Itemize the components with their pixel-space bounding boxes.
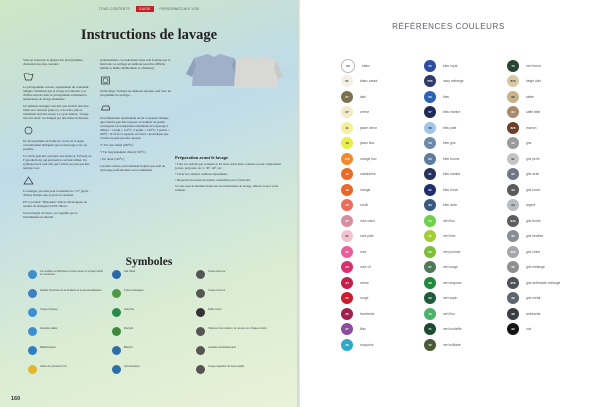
color-name: mandarine: [360, 172, 376, 177]
color-swatch-row: [341, 337, 377, 353]
color-swatch-row: [341, 120, 377, 136]
body-paragraph: Un symbole surligné veut dire que l'article doit être traité avec douceur (plus il y a de traits, plus le traitement doit être doux). Le cycle délicat, "lavage très très doux" est indiqué par une main en dessous.: [23, 104, 89, 120]
symbol-item: [28, 346, 106, 355]
symbol-label: Coupe Homme: [208, 270, 226, 273]
color-swatch-row: [424, 120, 464, 136]
color-name: vert drapeau: [443, 280, 462, 285]
color-name: bleu foncé: [443, 187, 459, 192]
color-swatch-row: [424, 182, 464, 198]
color-name: vert forest: [526, 63, 541, 68]
body-paragraph: Une illustration représentant un fer à repasser indique que l'article peut être repassé. Le nombre de points correspond à la température maximale de repassage à utiliser : 1 point = 110°C, 2 points = 150°C, 3 points = 200°C. Si un fer à repasser est barré, cela indique que l'article ne peut pas être repassé.: [100, 116, 170, 140]
symbol-label: Anti-bactérien: [124, 365, 141, 368]
color-swatch-row: [424, 322, 464, 338]
symbol-item: [112, 365, 190, 374]
symbol-badge-icon: [112, 327, 121, 336]
symbol-item: [112, 289, 190, 298]
body-paragraph: ••• Fer très chaud (200°C): [100, 143, 134, 147]
color-name: gris feutre: [526, 218, 541, 223]
color-swatch-dot: 56: [424, 91, 436, 103]
symbol-badge-icon: [28, 365, 37, 374]
bleach-triangle-icon: [23, 176, 34, 185]
color-swatch-row: [341, 74, 377, 90]
color-name: caffe latte: [526, 110, 541, 115]
color-name: bleu royal: [443, 63, 458, 68]
color-swatch-dot: 84: [507, 106, 519, 118]
symbol-item: [196, 289, 274, 298]
symbol-item: [28, 365, 106, 374]
color-name: vert sapin: [443, 296, 458, 301]
color-swatch-dot: 90: [507, 137, 519, 149]
symbol-badge-icon: [28, 346, 37, 355]
symbol-item: [196, 327, 274, 336]
color-column-3: [507, 58, 560, 337]
symbol-label: Fair Wear: [124, 270, 136, 273]
color-name: crème: [360, 110, 370, 115]
color-name: gris foncé: [526, 187, 541, 192]
color-swatch-dot: 07: [341, 91, 353, 103]
color-swatch-row: [507, 275, 560, 291]
color-name: noir: [526, 327, 532, 332]
symbol-badge-icon: [28, 289, 37, 298]
color-name: vert pomme: [443, 249, 461, 254]
color-name: navy mélangé: [443, 79, 464, 84]
color-swatch-dot: 70: [424, 308, 436, 320]
color-name: rose vieux: [360, 218, 376, 223]
color-swatch-dot: 95: [507, 230, 519, 242]
body-paragraph: PS: le produit "Dissoudre" dans le développeur de textiles de détergent SANS chlore !: [23, 200, 87, 208]
color-swatch-dot: 59: [424, 137, 436, 149]
color-swatch-dot: 91: [507, 153, 519, 165]
color-swatch-row: [507, 58, 560, 74]
symbol-label: OekoTex: [124, 308, 135, 311]
color-swatch-dot: 73: [507, 60, 519, 72]
preparation-item: Si vous avez le moindre doute sur les instructions de lavage, référez-vous à votre vendeur.: [175, 184, 279, 192]
tumble-dry-icon: [100, 76, 111, 85]
color-swatch-dot: 66: [424, 246, 436, 258]
color-name: bleu marine: [443, 172, 461, 177]
color-swatch-dot: 55: [424, 60, 436, 72]
symbol-label: Indice de protection UV: [40, 365, 67, 368]
symbol-label: Ce modèle est fabriqué en coton avec un impact réduit en émissions: [40, 270, 103, 277]
color-swatch-row: [424, 167, 464, 183]
color-name: sable: [526, 94, 534, 99]
color-swatch-row: [341, 291, 377, 307]
color-swatch-dot: 63: [424, 199, 436, 211]
body-paragraph: Un pictogramme en forme de cercle est le signe conventionnel indiquant que le nettoyage à sec est possible.: [23, 139, 87, 151]
color-swatch-dot: 01: [341, 75, 353, 87]
symbol-badge-icon: [112, 270, 121, 279]
color-column-1: [341, 58, 377, 353]
color-swatch-dot: 23: [341, 261, 353, 273]
color-swatch-dot: 98: [507, 308, 519, 320]
color-swatch-row: [424, 275, 464, 291]
body-paragraph: Généralement, ces indications nous sont fournies par le fabricant. Le séchage en tambour peut être difficile (même le même déchirement le vêtement).: [100, 58, 171, 70]
color-swatch-row: [424, 291, 464, 307]
symbol-label: Coupe Femme: [208, 289, 226, 292]
symbol-badge-icon: [112, 308, 121, 317]
symbol-badge-icon: [196, 308, 205, 317]
text-column-2: [100, 58, 172, 175]
symbol-label: Coupe régulière de haut qualité: [208, 365, 245, 368]
color-swatch-row: [341, 244, 377, 260]
color-swatch-row: [341, 275, 377, 291]
color-name: gris mélangé: [526, 265, 545, 270]
color-swatch-dot: 955: [507, 246, 519, 258]
color-name: marron: [526, 125, 537, 130]
color-swatch-dot: 943: [507, 215, 519, 227]
symbols-title: Symboles: [125, 256, 173, 268]
color-swatch-dot: 28: [341, 339, 353, 351]
symbol-item: [196, 270, 274, 279]
color-name: argent: [526, 203, 536, 208]
symbol-badge-icon: [196, 289, 205, 298]
symbol-item: [112, 270, 190, 279]
page-title: Instructions de lavage: [80, 27, 218, 43]
color-swatch-row: [424, 213, 464, 229]
color-name: jaune fluo: [360, 141, 375, 146]
color-name: orange: [360, 187, 371, 192]
symbol-label: Coton biologique: [124, 289, 144, 292]
wash-tub-icon: [23, 72, 34, 81]
page-number: 160: [11, 396, 21, 402]
symbol-label: Taille Junior: [208, 308, 222, 311]
symbol-badge-icon: [112, 365, 121, 374]
color-swatch-dot: 98: [507, 292, 519, 304]
color-name: gris acier: [526, 172, 540, 177]
color-swatch-row: [507, 229, 560, 245]
symbol-label: Facilite l'insertion de la broderie et la personnalisation: [40, 289, 102, 292]
color-name: gris anthracite mélangé: [526, 280, 561, 285]
color-name: vert orage: [443, 265, 458, 270]
color-swatch-row: [424, 151, 464, 167]
preparation-section: [175, 156, 283, 194]
color-swatch-row: [507, 291, 560, 307]
color-swatch-row: [507, 198, 560, 214]
color-swatch-dot: 18: [341, 184, 353, 196]
color-swatch-row: [341, 105, 377, 121]
color-swatch-dot: 815: [507, 75, 519, 87]
symbol-item: [28, 308, 106, 317]
nav-item[interactable]: PERSONNEZ-MOI VOS: [159, 7, 200, 11]
symbol-badge-icon: [28, 327, 37, 336]
nav-item[interactable]: GUIDE: [136, 6, 154, 12]
color-swatch-dot: 61: [424, 168, 436, 180]
symbol-badge-icon: [112, 346, 121, 355]
color-name: rose: [360, 249, 367, 254]
color-swatch-dot: 11: [341, 122, 353, 134]
color-swatch-row: [341, 89, 377, 105]
color-name: kaki: [360, 94, 366, 99]
symbol-item: [112, 308, 190, 317]
color-swatch-row: [507, 74, 560, 90]
color-swatch-row: [424, 136, 464, 152]
symbol-item: [28, 289, 106, 298]
color-swatch-row: [507, 244, 560, 260]
symbol-label: Coupe Unisexe: [40, 308, 58, 311]
color-swatch-row: [507, 322, 560, 338]
iron-icon: [100, 103, 111, 112]
color-name: gris: [526, 141, 532, 146]
color-swatch-dot: 58: [424, 122, 436, 134]
color-swatch-row: [424, 89, 464, 105]
symbol-item: [196, 308, 274, 317]
top-nav: [0, 6, 298, 12]
preparation-item: • Trier vos articles par couleurs et les laver selon leurs couleurs et leur composition (coton, polyester, etc.) : 30°, 40°, etc.: [175, 162, 281, 170]
color-name: gris chiné: [526, 249, 541, 254]
color-swatch-row: [341, 136, 377, 152]
color-swatch-row: [507, 89, 560, 105]
preparation-item: • Laver les couleurs sombres séparément.: [175, 172, 228, 176]
color-name: bleu brume: [443, 156, 460, 161]
color-name: gris métal: [526, 296, 541, 301]
color-swatch-dot: 71: [424, 323, 436, 335]
symbol-item: [112, 327, 190, 336]
color-swatch-row: [507, 151, 560, 167]
color-name: vert fluo: [443, 218, 455, 223]
color-name: orange fluo: [360, 156, 377, 161]
color-swatch-dot: 13: [341, 137, 353, 149]
color-swatch-dot: 62: [424, 184, 436, 196]
color-name: turquoise: [360, 342, 374, 347]
color-swatch-row: [507, 167, 560, 183]
nav-item[interactable]: TOUS CONTENTS: [98, 7, 130, 11]
color-name: vert lime: [443, 234, 456, 239]
color-name: framboise: [360, 311, 375, 316]
color-swatch-dot: 92: [507, 168, 519, 180]
color-swatch-row: [341, 167, 377, 183]
color-swatch-dot: 22: [341, 246, 353, 258]
color-swatch-dot: 826: [507, 122, 519, 134]
symbols-grid: [28, 270, 274, 388]
symbol-badge-icon: [28, 308, 37, 317]
body-paragraph: Certains articles sont tellement fragiles que seul un nettoyage professionnel est recommandé.: [100, 164, 166, 172]
dry-clean-circle-icon: [23, 126, 34, 135]
text-column-1: [23, 58, 93, 222]
symbol-item: [28, 270, 106, 279]
color-swatch-dot: 57: [424, 106, 436, 118]
color-swatch-row: [341, 151, 377, 167]
color-swatch-dot: 24: [341, 277, 353, 289]
color-name: corail: [360, 203, 368, 208]
symbol-item: [196, 346, 274, 355]
color-swatch-dot: 07: [341, 106, 353, 118]
color-name: lilas: [360, 327, 366, 332]
color-swatch-dot: 94: [507, 199, 519, 211]
color-swatch-row: [507, 105, 560, 121]
body-paragraph: Le triangle, qui était pour la mention de "Cl" (javel - chlore) indique que le javel est autorisé.: [23, 189, 90, 197]
color-swatch-row: [341, 58, 377, 74]
body-paragraph: Sèche-linge. Séchage en tambour autorisé, sauf avec un programme de séchage...: [100, 89, 171, 97]
symbol-item: [28, 327, 106, 336]
symbol-label: Grandes tailles: [40, 327, 58, 330]
color-column-2: [424, 58, 464, 353]
color-swatch-dot: 19: [341, 199, 353, 211]
color-name: anthracite: [526, 311, 541, 316]
color-swatch-dot: 956: [507, 277, 519, 289]
color-name: rose vif: [360, 265, 371, 270]
color-swatch-dot: 67: [424, 261, 436, 273]
color-name: rose pâle: [360, 234, 374, 239]
symbol-label: Blanchi: [124, 346, 133, 349]
color-name: cerise: [360, 280, 369, 285]
color-swatch-dot: 68: [424, 277, 436, 289]
symbol-item: [112, 346, 190, 355]
body-paragraph: Si un triangle est barré, ceci signifie que le blanchiment est interdit.: [23, 211, 78, 219]
color-name: gris heather: [526, 234, 544, 239]
color-name: gris perle: [526, 156, 540, 161]
color-swatch-row: [341, 306, 377, 322]
color-swatch-dot: 556: [424, 75, 436, 87]
color-swatch-dot: 15: [341, 168, 353, 180]
color-swatch-row: [424, 306, 464, 322]
body-paragraph: Vous en trouverez la plupart des pictogrammes d'entretien les plus courants :: [23, 58, 83, 66]
color-swatch-dot: 26: [341, 308, 353, 320]
color-swatch-dot: 83: [507, 91, 519, 103]
color-swatch-row: [507, 136, 560, 152]
color-name: beige clair: [526, 79, 542, 84]
color-swatch-row: [424, 260, 464, 276]
color-swatch-dot: 65: [424, 230, 436, 242]
color-swatch-dot: 176: [341, 153, 353, 165]
color-swatch-row: [424, 244, 464, 260]
symbol-badge-icon: [196, 270, 205, 279]
preparation-title: Préparation avant le lavage: [175, 155, 228, 160]
left-page: [0, 0, 298, 407]
body-paragraph: Ce cercle peut être parcouru des lettres A, P (base) ou F (production), qui précisent le solvant utilisé. Un symbole barré veut dire que l'article ne peut pas être nettoyé à sec.: [23, 154, 92, 170]
color-name: vert fluo: [443, 311, 455, 316]
color-swatch-row: [424, 105, 464, 121]
color-swatch-dot: 96: [507, 261, 519, 273]
color-swatch-dot: 25: [341, 292, 353, 304]
color-swatch-row: [341, 260, 377, 276]
symbol-label: Réfléchissant: [40, 346, 56, 349]
color-name: rouge: [360, 296, 369, 301]
sweater-photo: [184, 52, 284, 92]
color-swatch-dot: 21: [341, 230, 353, 242]
preparation-item: • Respecter les doses de lessive conseillées par le fabricant.: [175, 178, 251, 182]
symbol-label: Vêtement de création, la couture sur chaque article: [208, 327, 267, 330]
color-swatch-dot: 64: [424, 215, 436, 227]
symbol-badge-icon: [196, 365, 205, 374]
color-swatch-row: [424, 74, 464, 90]
color-name: vert bouteille: [443, 327, 462, 332]
body-paragraph: Le pictogramme cuvette, représentant un contenant, indique clairement que le lavage est autorisé. Les chiffres inscrits dans le pictogramme expriment la température de lavage maximale.: [23, 85, 90, 101]
symbol-badge-icon: [196, 327, 205, 336]
color-swatch-row: [507, 260, 560, 276]
right-page: [300, 0, 597, 407]
color-swatch-dot: 60: [424, 153, 436, 165]
color-swatch-row: [424, 58, 464, 74]
color-name: bleu gris: [443, 141, 456, 146]
color-swatch-dot: 20: [341, 215, 353, 227]
color-name: blanc: [362, 63, 370, 68]
color-swatch-row: [341, 182, 377, 198]
color-references-title: RÉFÉRENCES COULEURS: [392, 22, 505, 31]
color-swatch-dot: 00: [341, 59, 355, 73]
color-swatch-row: [507, 213, 560, 229]
color-swatch-row: [507, 182, 560, 198]
color-swatch-row: [341, 198, 377, 214]
symbol-label: Recyclé: [124, 327, 134, 330]
symbol-label: Lavable industriellement: [208, 346, 236, 349]
color-swatch-dot: 27: [341, 323, 353, 335]
color-swatch-dot: 69: [424, 292, 436, 304]
symbol-badge-icon: [28, 270, 37, 279]
color-swatch-row: [507, 120, 560, 136]
color-swatch-row: [507, 306, 560, 322]
color-name: bleu marine: [443, 110, 461, 115]
color-name: bleu: [443, 94, 450, 99]
color-name: jaune citron: [360, 125, 378, 130]
color-name: vert militaire: [443, 342, 461, 347]
color-swatch-row: [341, 213, 377, 229]
symbol-badge-icon: [196, 346, 205, 355]
color-name: bleu acier: [443, 203, 458, 208]
color-name: blanc cassé: [360, 79, 378, 84]
color-swatch-row: [424, 229, 464, 245]
symbol-item: [196, 365, 274, 374]
color-swatch-row: [424, 198, 464, 214]
symbol-badge-icon: [112, 289, 121, 298]
color-swatch-row: [424, 337, 464, 353]
body-paragraph: •• Fer moyennement chaud (150°C): [100, 150, 146, 154]
body-paragraph: • Fer doux (110°C): [100, 157, 125, 161]
color-swatch-dot: 99: [507, 323, 519, 335]
color-swatch-row: [341, 322, 377, 338]
color-swatch-dot: 93: [507, 184, 519, 196]
color-swatch-dot: 72: [424, 339, 436, 351]
color-name: bleu pâle: [443, 125, 457, 130]
color-swatch-row: [341, 229, 377, 245]
